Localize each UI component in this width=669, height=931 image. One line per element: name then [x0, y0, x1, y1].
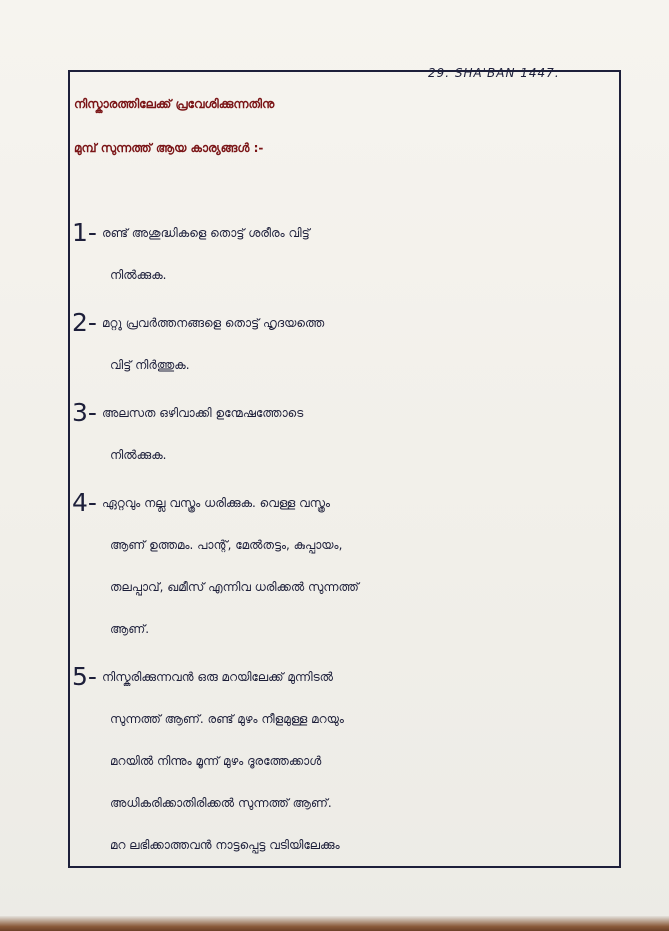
item-line: അധികരിക്കാതിരിക്കൽ സുന്നത്ത് ആണ്. [110, 796, 332, 810]
list-item [72, 392, 618, 476]
item-line: അലസത ഒഴിവാക്കി ഉന്മേഷത്തോടെ [102, 406, 304, 420]
item-line: മറ ലഭിക്കാത്തവൻ നാട്ടപ്പെട്ട വടിയിലേക്കും [110, 838, 340, 852]
rules-list [72, 212, 618, 866]
list-item [72, 212, 618, 296]
item-line: നിസ്കരിക്കുന്നവൻ ഒരു മറയിലേക്ക് മുന്നിടൽ [102, 670, 334, 684]
item-line: രണ്ട് അശുദ്ധികളെ തൊട്ട് ശരീരം വിട്ട് [102, 226, 310, 240]
item-number: 1- [72, 218, 97, 247]
item-line: നിൽക്കുക. [110, 268, 167, 282]
item-line: മറ്റു പ്രവർത്തനങ്ങളെ തൊട്ട് ഹൃദയത്തെ [102, 316, 325, 330]
item-line: തലപ്പാവ്, ഖമീസ് എന്നിവ ധരിക്കൽ സുന്നത്ത് [110, 580, 359, 594]
page-title [74, 82, 614, 170]
table-surface [0, 916, 669, 931]
item-number: 4- [72, 488, 97, 517]
item-line: ഏറ്റവും നല്ല വസ്ത്രം ധരിക്കുക. വെള്ള വസ്ത്രം [102, 496, 331, 510]
item-number: 2- [72, 308, 97, 337]
item-line: ആണ്. [110, 622, 150, 636]
item-line: സുന്നത്ത് ആണ്. രണ്ട് മുഴം നീളമുള്ള മറയും [110, 712, 344, 726]
list-item [72, 482, 618, 650]
title-line: നിസ്കാരത്തിലേക്ക് പ്രവേശിക്കുന്നതിനു [74, 97, 275, 111]
list-item [72, 302, 618, 386]
item-line: നിൽക്കുക. [110, 448, 167, 462]
date-note: 29. SHA'BAN 1447. [428, 66, 560, 80]
list-item [72, 656, 618, 866]
item-line: ആണ് ഉത്തമം. പാന്റ്, മേൽതട്ടം, കുപ്പായം, [110, 538, 343, 552]
item-line: മറയിൽ നിന്നും മൂന്ന് മുഴം ദൂരത്തേക്കാൾ [110, 754, 322, 768]
item-number: 5- [72, 662, 97, 691]
item-line: വിട്ട് നിർത്തുക. [110, 358, 190, 372]
title-line: മുമ്പ് സുന്നത്ത് ആയ കാര്യങ്ങൾ :- [74, 141, 264, 155]
item-number: 3- [72, 398, 97, 427]
